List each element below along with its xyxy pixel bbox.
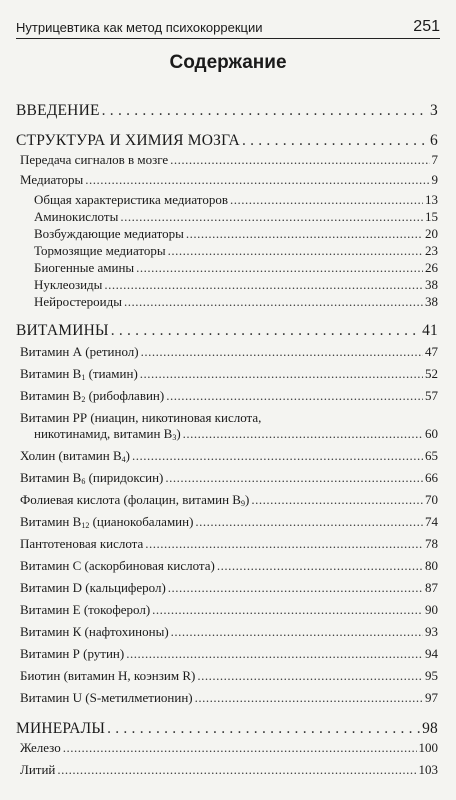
toc-entry-vitamin-e[interactable]: Витамин Е (токоферол) ..... 90 — [16, 602, 438, 618]
page-title: Содержание — [169, 52, 287, 73]
toc-entry-pantothenic-acid[interactable]: Пантотеновая кислота ..... 78 — [16, 536, 438, 552]
toc-entry-vitamin-b12[interactable]: Витамин $В_{12}$ (цианокобаламин) ..... 74 — [16, 514, 438, 530]
toc-entry-vitamin-pp[interactable]: Витамин РР (ниацин, никотиновая кислота, никотинамид, витамин $В_3$) ..... 60 — [16, 410, 438, 442]
toc-entry-vitamin-k[interactable]: Витамин К (нафтохиноны) ..... 93 — [16, 624, 438, 640]
toc-entry-vitamin-b1[interactable]: Витамин $В_1$ (тиамин) ..... 52 — [16, 366, 438, 382]
toc-entry-signal-transmission[interactable]: Передача сигналов в мозге ..... 7 — [16, 152, 438, 168]
toc-entry-excitatory-mediators[interactable]: Возбуждающие медиаторы ..... 20 — [16, 226, 438, 242]
toc-entry-folic-acid[interactable]: Фолиевая кислота (фолацин, витамин $В_9$) ..... 70 — [16, 492, 438, 508]
toc-entry-choline[interactable]: Холин (витамин $В_4$) ..... 65 — [16, 448, 438, 464]
toc-entry-vitamin-d[interactable]: Витамин D (кальциферол) ..... 87 — [16, 580, 438, 596]
toc-entry-vitamin-u[interactable]: Витамин U (S-метилметионин) ..... 97 — [16, 690, 438, 706]
toc-entry-vitamin-b2[interactable]: Витамин $В_2$ (рибофлавин) ..... 57 — [16, 388, 438, 404]
toc-entry-vitamins[interactable]: ВИТАМИНЫ . . . 41 — [16, 322, 438, 340]
running-header — [16, 14, 440, 39]
toc-entry-nucleosides[interactable]: Нуклеозиды ..... 38 — [16, 277, 438, 293]
running-title: Нутрицевтика как метод психокоррекции — [16, 20, 263, 35]
toc-entry-vitamin-c[interactable]: Витамин С (аскорбиновая кислота) ..... 80 — [16, 558, 438, 574]
toc-entry-brain-structure[interactable]: СТРУКТУРА И ХИМИЯ МОЗГА . . . 6 — [16, 132, 438, 150]
toc-entry-neurosteroids[interactable]: Нейростероиды ..... 38 — [16, 294, 438, 310]
toc-entry-inhibitory-mediators[interactable]: Тормозящие медиаторы ..... 23 — [16, 243, 438, 259]
toc-entry-minerals[interactable]: МИНЕРАЛЫ . . . 98 — [16, 720, 438, 738]
toc-entry-biotin[interactable]: Биотин (витамин Н, коэнзим R) ..... 95 — [16, 668, 438, 684]
toc-entry-vitamin-b6[interactable]: Витамин $В_6$ (пиридоксин) ..... 66 — [16, 470, 438, 486]
toc-entry-lithium[interactable]: Литий ..... 103 — [16, 762, 438, 778]
table-of-contents — [16, 100, 438, 778]
toc-entry-vitamin-p[interactable]: Витамин Р (рутин) ..... 94 — [16, 646, 438, 662]
toc-entry-mediators[interactable]: Медиаторы ..... 9 — [16, 172, 438, 188]
toc-entry-iron[interactable]: Железо ..... 100 — [16, 740, 438, 756]
toc-entry-biogenic-amines[interactable]: Биогенные амины ..... 26 — [16, 260, 438, 276]
toc-entry-introduction[interactable]: ВВЕДЕНИЕ . . . 3 — [16, 102, 438, 120]
toc-entry-mediators-general[interactable]: Общая характеристика медиаторов ..... 13 — [16, 192, 438, 208]
toc-entry-vitamin-a[interactable]: Витамин А (ретинол) ..... 47 — [16, 344, 438, 360]
toc-entry-amino-acids[interactable]: Аминокислоты ..... 15 — [16, 209, 438, 225]
page-number: 251 — [413, 18, 440, 35]
